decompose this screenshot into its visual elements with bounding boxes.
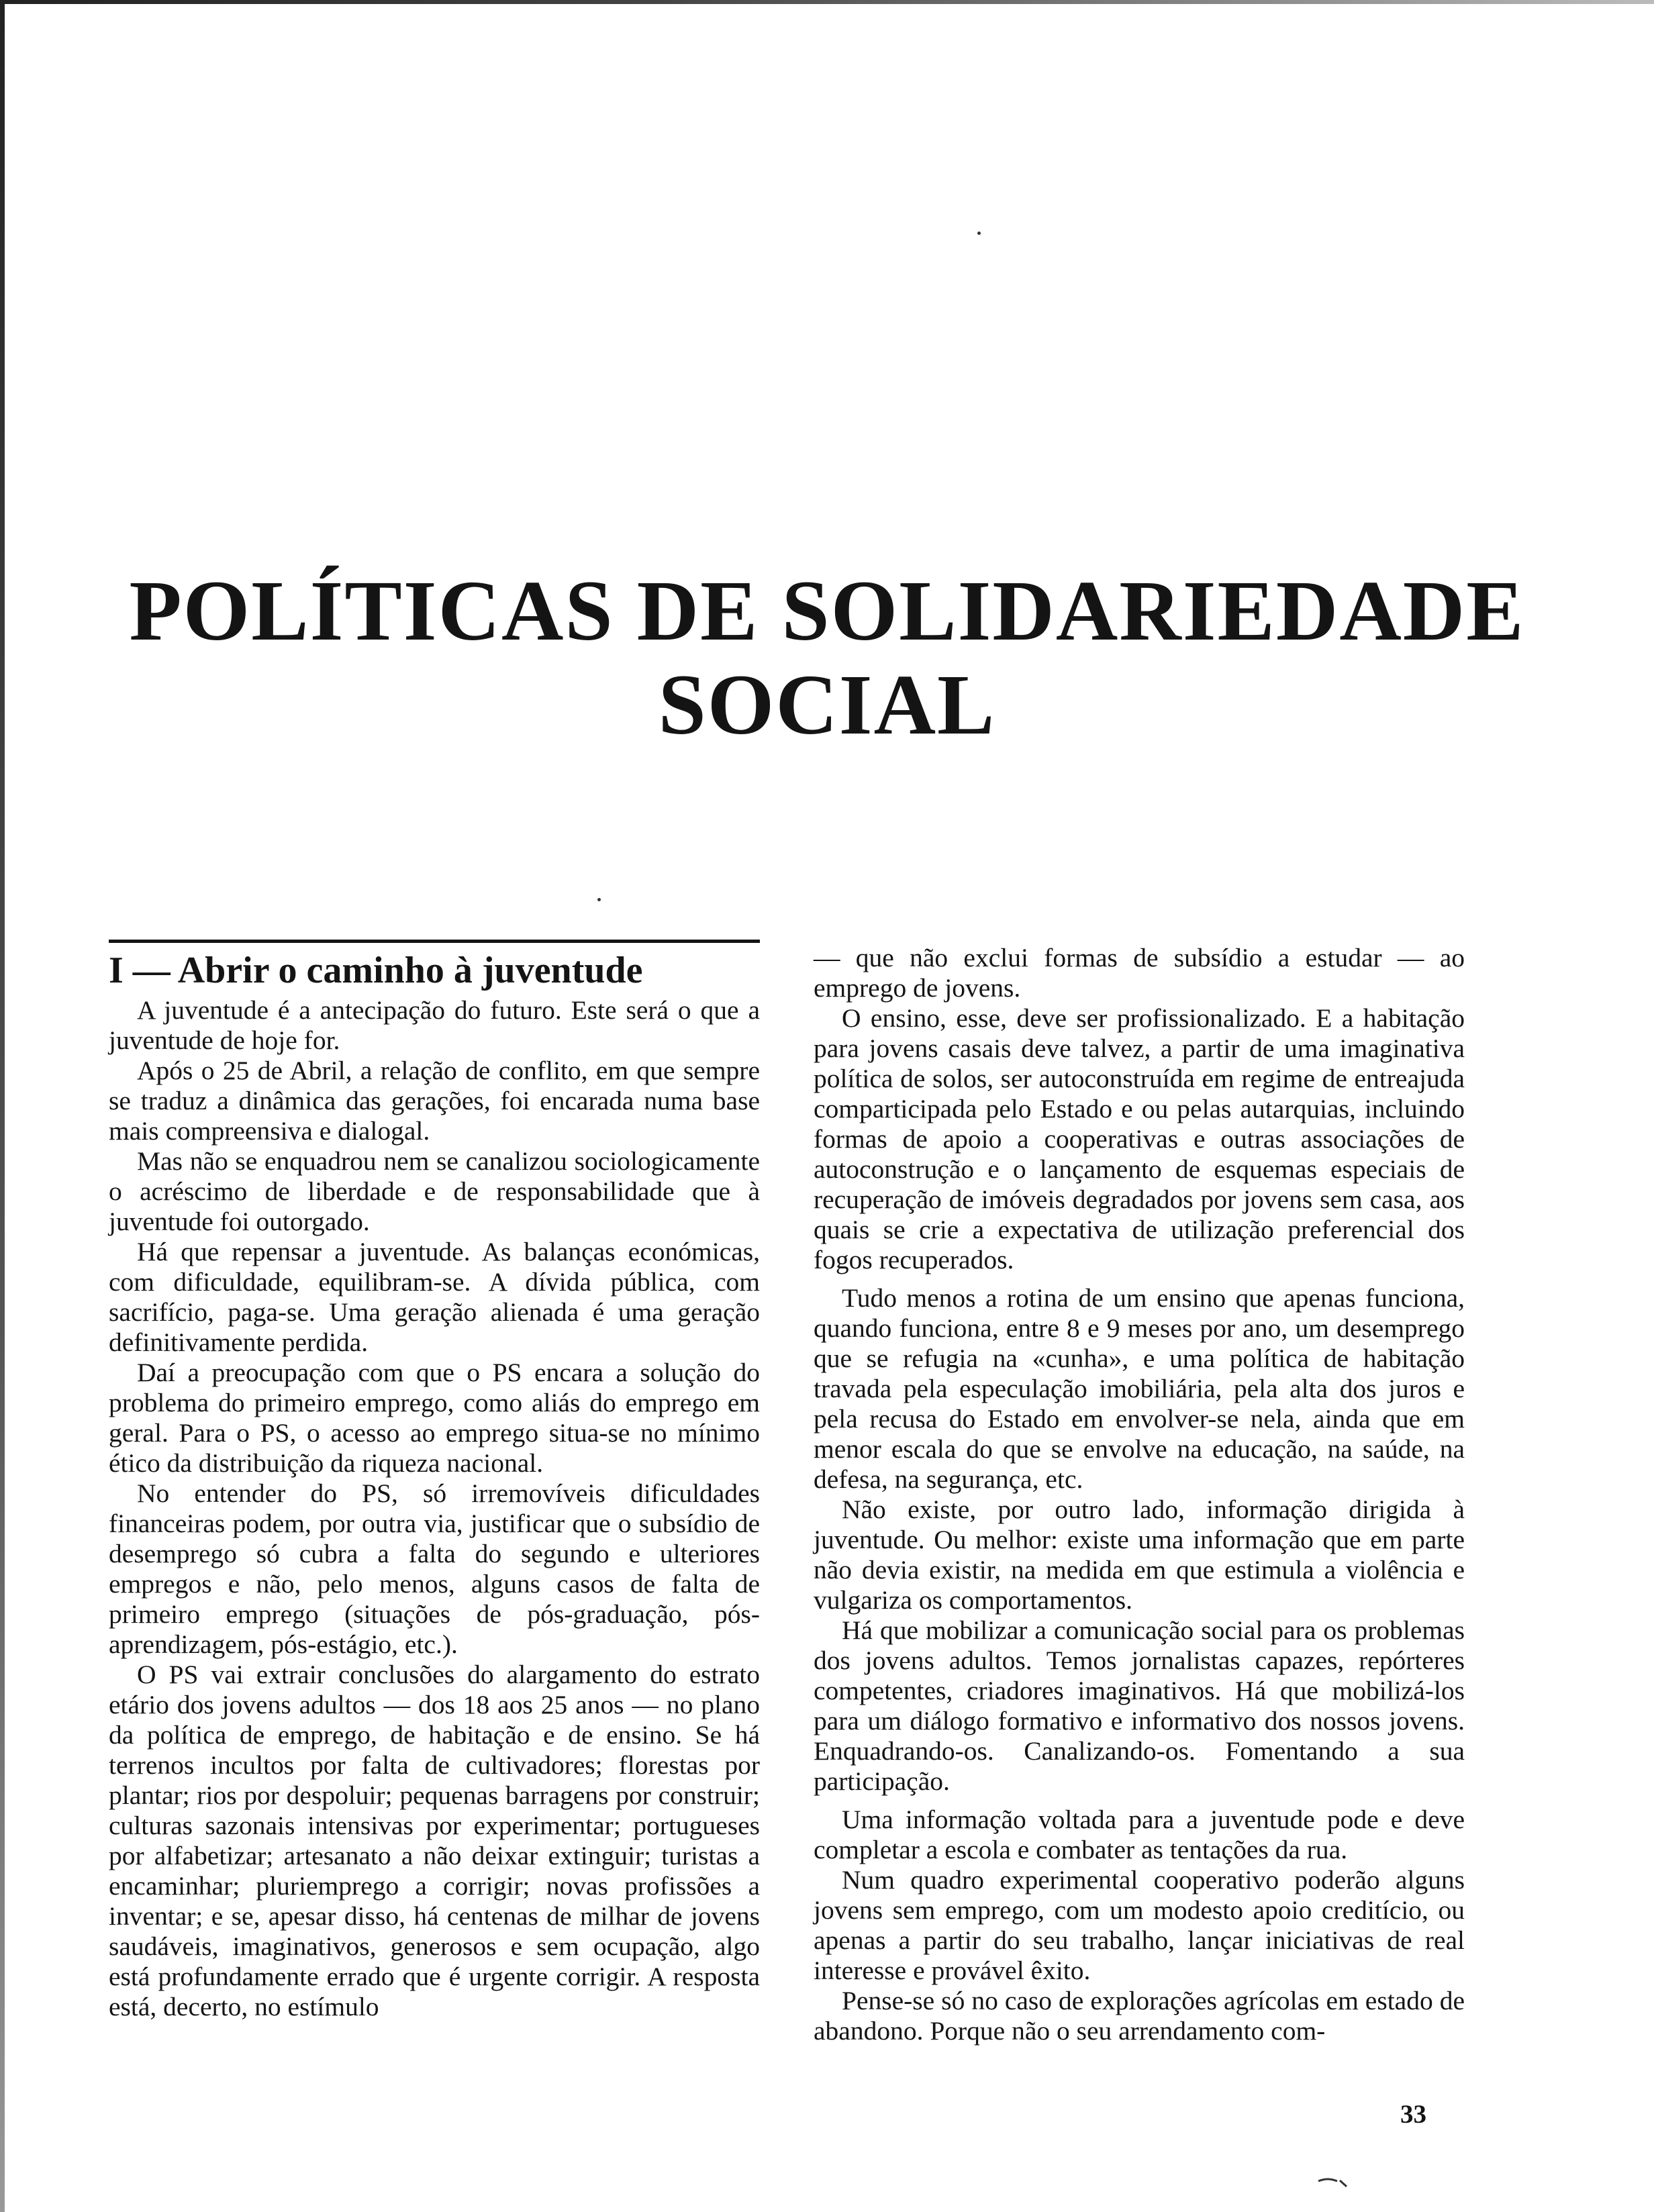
paragraph: Daí a preocupação com que o PS encara a solução do problema do primeiro emprego, como aliás do emprego em geral. Para o PS, o acesso ao emprego situa-se no mínimo ético da distribuição da riqueza nacional. bbox=[109, 1358, 760, 1478]
page-number: 33 bbox=[1400, 2100, 1426, 2129]
paragraph: A juventude é a antecipação do futuro. Este será o que a juventude de hoje for. bbox=[109, 995, 760, 1055]
scan-speck bbox=[977, 232, 981, 235]
paragraph: O ensino, esse, deve ser profissionalizado. E a habitação para jovens casais deve talvez, a partir de uma imaginativa política de solos, ser autoconstruída em regime de entreajuda comparticipada pelo Estado e ou pelas autarquias, incluindo formas de apoio a cooperativas e outras associações de autoconstrução e o lançamento de esquemas especiais de recuperação de imóveis degradados por jovens sem casa, aos quais se crie a expectativa de utilização preferencial dos fogos recuperados. bbox=[814, 1003, 1465, 1274]
scan-top-edge bbox=[0, 0, 1654, 4]
paragraph: O PS vai extrair conclusões do alargamento do estrato etário dos jovens adultos — dos 18 aos 25 anos — no plano da política de emprego, de habitação e de ensino. Se há terrenos incultos por falta de cultivadores; florestas por plantar; rios por despoluir; pequenas barragens por construir; culturas sazonais intensivas por experimentar; portugueses por alfabetizar; artesanato a não deixar extinguir; turistas a encaminhar; pluriemprego a corrigir; novas profissões a inventar; e se, apesar disso, há centenas de milhar de jovens saudáveis, imaginativos, generosos e sem ocupação, algo está profundamente errado que é urgente corrigir. A resposta está, decerto, no estímulo bbox=[109, 1660, 760, 2021]
paragraph: Mas não se enquadrou nem se canalizou sociologicamente o acréscimo de liberdade e de responsabilidade que à juventude foi outorgado. bbox=[109, 1146, 760, 1236]
paragraph: Uma informação voltada para a juventude pode e deve completar a escola e combater as tentações da rua. bbox=[814, 1805, 1465, 1864]
pen-mark-icon bbox=[1317, 2174, 1357, 2191]
page-title bbox=[0, 564, 1654, 752]
left-column bbox=[109, 940, 760, 2022]
paragraph: Num quadro experimental cooperativo poderão alguns jovens sem emprego, com um modesto apoio creditício, ou apenas a partir do seu trabalho, lançar iniciativas de real interesse e provável êxito. bbox=[814, 1865, 1465, 1985]
right-column bbox=[814, 943, 1465, 2046]
page-title-line-2: SOCIAL bbox=[658, 657, 996, 752]
paragraph: Pense-se só no caso de explorações agrícolas em estado de abandono. Porque não o seu arrendamento com- bbox=[814, 1986, 1465, 2046]
scan-left-edge bbox=[0, 0, 5, 2212]
scan-speck bbox=[597, 898, 601, 901]
paragraph: — que não exclui formas de subsídio a estudar — ao emprego de jovens. bbox=[814, 943, 1465, 1003]
page-title-line-1: POLÍTICAS DE SOLIDARIEDADE bbox=[129, 563, 1525, 658]
section-rule bbox=[109, 940, 760, 943]
paragraph: Tudo menos a rotina de um ensino que apenas funciona, quando funciona, entre 8 e 9 meses por ano, um desemprego que se refugia na «cunha», e uma política de habitação travada pela especulação imobiliária, pela alta dos juros e pela recusa do Estado em envolver-se nela, ainda que em menor escala do que se envolve na educação, na saúde, na defesa, na segurança, etc. bbox=[814, 1283, 1465, 1494]
paragraph: Há que repensar a juventude. As balanças económicas, com dificuldade, equilibram-se. A dívida pública, com sacrifício, paga-se. Uma geração alienada é uma geração definitivamente perdida. bbox=[109, 1237, 760, 1357]
section-heading: I — Abrir o caminho à juventude bbox=[109, 950, 643, 991]
paragraph: Não existe, por outro lado, informação dirigida à juventude. Ou melhor: existe uma informação que em parte não devia existir, na medida em que estimula a violência e vulgariza os comportamentos. bbox=[814, 1495, 1465, 1615]
paragraph: No entender do PS, só irremovíveis dificuldades financeiras podem, por outra via, justificar que o subsídio de desemprego só cubra a falta do segundo e ulteriores empregos e não, pelo menos, alguns casos de falta de primeiro emprego (situações de pós-graduação, pós-aprendizagem, pós-estágio, etc.). bbox=[109, 1478, 760, 1659]
paragraph: Há que mobilizar a comunicação social para os problemas dos jovens adultos. Temos jornalistas capazes, repórteres competentes, criadores imaginativos. Há que mobilizá-los para um diálogo formativo e informativo dos nossos jovens. Enquadrando-os. Canalizando-os. Fomentando a sua participação. bbox=[814, 1615, 1465, 1796]
paragraph: Após o 25 de Abril, a relação de conflito, em que sempre se traduz a dinâmica das gerações, foi encarada numa base mais compreensiva e dialogal. bbox=[109, 1056, 760, 1146]
